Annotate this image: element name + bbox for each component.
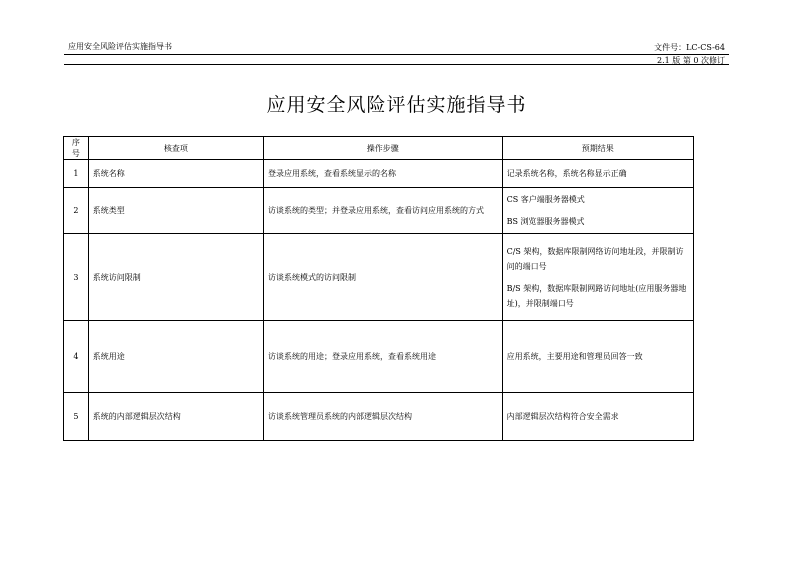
table-header-row bbox=[64, 137, 694, 160]
expected-result-line: B/S 架构，数据库限制网路访问地址(应用服务器地址)，并限制端口号 bbox=[506, 283, 687, 308]
header-doc-name: 应用安全风险评估实施指导书 bbox=[68, 42, 172, 51]
table-row bbox=[64, 321, 694, 393]
row-number: 5 bbox=[64, 393, 89, 441]
column-header-expected: 预期结果 bbox=[502, 137, 693, 160]
check-item: 系统访问限制 bbox=[88, 234, 263, 321]
header-file-number: 文件号：LC-CS-64 bbox=[654, 43, 725, 52]
row-number: 3 bbox=[64, 234, 89, 321]
table-row bbox=[64, 393, 694, 441]
page-title: 应用安全风险评估实施指导书 bbox=[266, 94, 527, 116]
expected-result-line: 内部逻辑层次结构符合安全需求 bbox=[506, 412, 619, 421]
expected-result-line: 应用系统，主要用途和管理员回答一致 bbox=[506, 352, 643, 361]
column-header-steps: 操作步骤 bbox=[263, 137, 502, 160]
operation-step: 访谈系统的类型；并登录应用系统，查看访问应用系统的方式 bbox=[263, 188, 502, 234]
operation-step: 登录应用系统，查看系统显示的名称 bbox=[263, 160, 502, 188]
expected-result bbox=[502, 234, 693, 321]
expected-result bbox=[502, 160, 693, 188]
operation-step: 访谈系统管理员系统的内部逻辑层次结构 bbox=[263, 393, 502, 441]
row-number: 2 bbox=[64, 188, 89, 234]
check-item: 系统用途 bbox=[88, 321, 263, 393]
expected-result-line: 记录系统名称，系统名称显示正确 bbox=[506, 169, 627, 178]
header-divider-bottom bbox=[64, 64, 729, 65]
expected-result bbox=[502, 188, 693, 234]
check-item: 系统类型 bbox=[88, 188, 263, 234]
table-row bbox=[64, 234, 694, 321]
header-version: 2.1 版 第 0 次修订 bbox=[657, 56, 725, 65]
table-row bbox=[64, 160, 694, 188]
header-divider bbox=[64, 54, 729, 55]
operation-step: 访谈系统模式的访问限制 bbox=[263, 234, 502, 321]
check-item: 系统名称 bbox=[88, 160, 263, 188]
check-item: 系统的内部逻辑层次结构 bbox=[88, 393, 263, 441]
expected-result bbox=[502, 393, 693, 441]
expected-result-line: BS 浏览器服务器模式 bbox=[506, 217, 585, 226]
expected-result bbox=[502, 321, 693, 393]
expected-result-line: CS 客户端服务器模式 bbox=[506, 195, 585, 204]
row-number: 4 bbox=[64, 321, 89, 393]
operation-step: 访谈系统的用途；登录应用系统，查看系统用途 bbox=[263, 321, 502, 393]
column-header-number: 序号 bbox=[64, 137, 89, 160]
row-number: 1 bbox=[64, 160, 89, 188]
table-row bbox=[64, 188, 694, 234]
check-table bbox=[63, 136, 694, 441]
expected-result-line: C/S 架构，数据库限制网络访问地址段，并限制访问的端口号 bbox=[506, 246, 684, 271]
column-header-check-item: 核查项 bbox=[88, 137, 263, 160]
